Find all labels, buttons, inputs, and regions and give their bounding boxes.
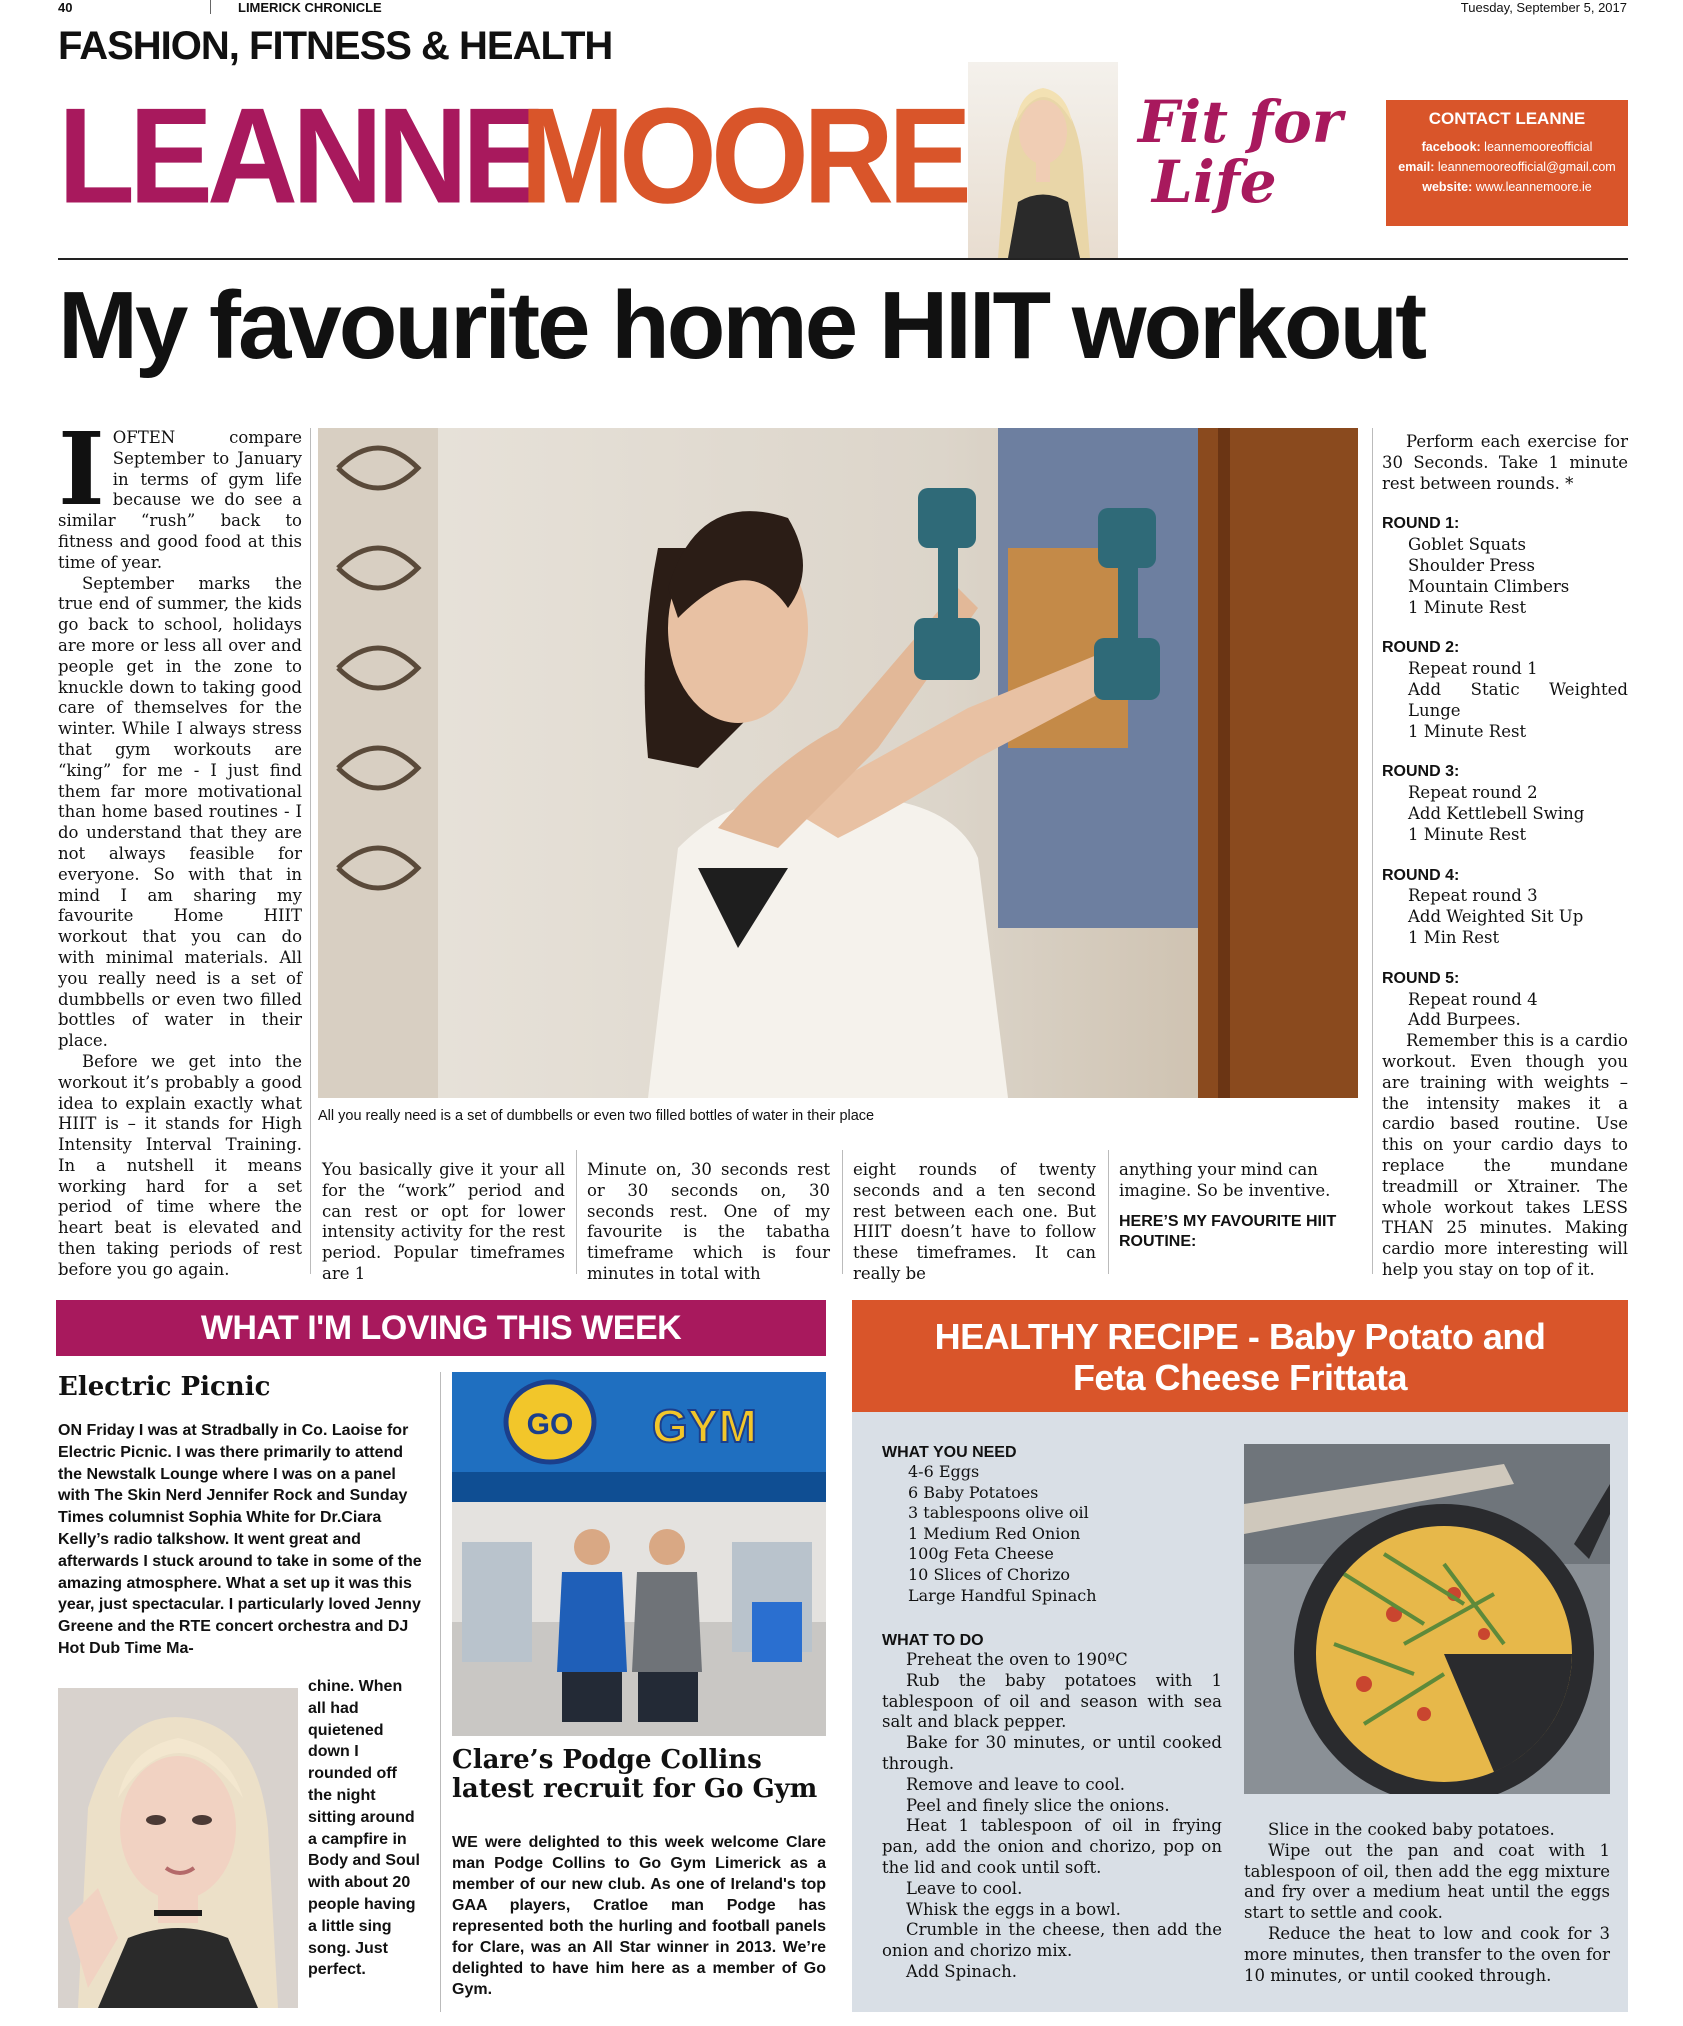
article-paragraph: September marks the true end of summer, the kids go back to school, holidays are more or less all over and people get in the zone to knuckle down to taking good care of themselves for the winter. While I always stress that gym workouts are “king” for me - I just find them far more motivational than home based routines - I do understand that they are not always feasible for everyone. So with that in mind I am sharing my favourite Home HIIT workout that you can do with minimal materials. All you really need is a set of dumbbells or even two filled bottles of water in their place. [58,573,302,1051]
recipe-title-line2: Feta Cheese Frittata [1072,1357,1408,1398]
method-heading: WHAT TO DO [882,1632,984,1649]
method-step: Wipe out the pan and coat with 1 tablespoon of oil, then add the egg mixture and fry over a medium heat until the eggs start to settle and cook. [1244,1840,1610,1923]
method-step: Heat 1 tablespoon of oil in frying pan, add the onion and chorizo, pop on the lid and cook until soft. [882,1816,1222,1877]
method-step: Bake for 30 minutes, or until cooked through. [882,1733,1222,1773]
round-item: 1 Minute Rest [1408,824,1527,844]
round-item: Repeat round 1 [1408,659,1538,679]
method-list [882,1632,1222,1983]
column-divider [842,1150,843,1274]
round-item: Mountain Climbers [1408,576,1570,596]
section-title: FASHION, FITNESS & HEALTH [58,24,613,68]
routine-heading: HERE’S MY FAVOURITE HIIT ROUTINE: [1119,1212,1337,1251]
column-logo-line1: Fit for [1138,88,1343,156]
contact-facebook: facebook: leannemooreofficial [1421,140,1593,154]
round-title: ROUND 2: [1382,639,1460,657]
drop-cap: I [58,410,105,528]
round-1 [1382,514,1628,618]
svg-text:GO: GO [526,1408,574,1441]
ingredients-heading: WHAT YOU NEED [882,1444,1017,1461]
contact-title: CONTACT LEANNE [1428,109,1586,128]
column-logo [1138,88,1343,216]
round-item: Add Burpees. [1408,1010,1521,1030]
article-paragraph: eight rounds of twenty seconds and a ten second rest between each one. But HIIT doesn’t have to follow these timeframes. It can really be [853,1160,1096,1283]
ingredient: 1 Medium Red Onion [908,1523,1081,1543]
method-step: Preheat the oven to 190ºC [906,1650,1128,1669]
article-paragraph: You basically give it your all for the “work” period and can rest or opt for lower intensity activity for the rest period. Popular timeframes are 1 [322,1160,565,1283]
column-divider [1372,428,1373,1274]
round-3 [1382,762,1628,845]
column-divider [440,1372,441,2012]
routine-intro: Perform each exercise for 30 Seconds. Take 1 minute rest between rounds. * [1382,432,1628,493]
website-link[interactable]: www.leannemoore.ie [1475,180,1592,194]
email-link[interactable]: leannemooreofficial@gmail.com [1437,160,1616,174]
workout-photo [318,428,1358,1098]
contact-email: email: leannemooreofficial@gmail.com [1398,160,1616,174]
round-5 [1382,969,1628,1031]
issue-date: Tuesday, September 5, 2017 [1460,0,1627,15]
ingredient: 3 tablespoons olive oil [908,1503,1089,1523]
method-step: Whisk the eggs in a bowl. [906,1899,1121,1919]
routine-outro: Remember this is a cardio workout. Even though you are training with weights – the intensity makes it a cardio based routine. Use this on your cardio days to replace the mundane treadmill or Xtrainer. The whole workout takes LESS THAN 25 minutes. Making cardio more interesting will help you stay on top of it. [1382,1031,1628,1279]
contact-website: website: www.leannemoore.ie [1422,180,1592,194]
round-item: Repeat round 4 [1408,989,1538,1009]
article-column-1 [58,410,302,1281]
go-gym-photo [452,1372,826,1736]
facebook-link[interactable]: leannemooreofficial [1484,140,1593,154]
ingredient: 4-6 Eggs [908,1462,980,1481]
loving-banner: WHAT I'M LOVING THIS WEEK [56,1300,826,1356]
article-column-4 [853,1160,1096,1285]
article-column-2 [322,1160,565,1285]
page-number: 40 [58,0,73,15]
round-2 [1382,638,1628,742]
round-item: Goblet Squats [1408,535,1527,555]
ingredient: 100g Feta Cheese [908,1544,1054,1564]
routine-column [1382,432,1628,1281]
round-title: ROUND 3: [1382,763,1460,781]
ingredient: Large Handful Spinach [908,1585,1097,1605]
ingredients-list [882,1444,1222,1606]
round-title: ROUND 1: [1382,515,1460,533]
round-item: Add Static Weighted Lunge [1408,679,1628,720]
header-rule [58,258,1628,260]
method-step: Reduce the heat to low and cook for 3 more minutes, then transfer to the oven for 10 minutes, or until cooked through. [1244,1923,1610,1985]
loving-text: ON Friday I was at Stradbally in Co. Laoise for Electric Picnic. I was there primarily to attend the Newstalk Lounge where I was on a panel with The Skin Nerd Jennifer Rock and Sunday Times columnist Sophia White for Dr.Ciara Kelly’s radio talkshow. It went great and afterwards I stuck around to take in some of the amazing atmosphere. What a set up it was this year, just spectacular. I particularly loved Jenny Greene and the RTE concert orchestra and DJ Hot Dub Time Ma- [58,1422,422,1657]
recipe-title-line1: HEALTHY RECIPE - Baby Potato and [934,1316,1546,1357]
method-step: Crumble in the cheese, then add the onion and chorizo mix. [882,1920,1222,1961]
method-list-continued [1244,1820,1610,1986]
round-item: Add Weighted Sit Up [1408,907,1584,927]
go-gym-headline: Clare’s Podge Collins latest recruit for Go Gym [452,1745,818,1804]
contact-box [1386,100,1628,226]
round-item: Repeat round 2 [1408,783,1538,803]
paper-name: LIMERICK CHRONICLE [238,0,382,15]
round-item: Shoulder Press [1408,555,1535,575]
columnist-first-name: LEANNE [58,79,541,232]
article-column-5 [1119,1160,1364,1253]
article-headline: My favourite home HIIT workout [58,272,1425,379]
method-step: Add Spinach. [906,1961,1018,1981]
method-step: Remove and leave to cool. [906,1774,1126,1794]
column-divider [1108,1150,1109,1274]
round-item: Repeat round 3 [1408,886,1538,906]
ingredient: 10 Slices of Chorizo [908,1564,1071,1584]
ingredient: 6 Baby Potatoes [908,1482,1039,1502]
round-item: 1 Minute Rest [1408,597,1527,617]
column-divider [576,1150,577,1274]
header-divider [210,0,211,14]
selfie-photo [58,1688,298,2008]
round-item: 1 Min Rest [1408,927,1500,947]
article-paragraph: anything your mind can imagine. So be inventive. [1119,1160,1331,1200]
columnist-portrait [968,62,1118,258]
round-title: ROUND 4: [1382,866,1460,884]
photo-caption: All you really need is a set of dumbbells or even two filled bottles of water in their place [318,1108,875,1124]
frittata-photo [1244,1444,1610,1794]
round-4 [1382,866,1628,949]
svg-text:GYM: GYM [652,1400,757,1452]
article-column-3 [587,1160,830,1285]
recipe-banner [852,1300,1628,1412]
article-paragraph: OFTEN compare September to January in terms of gym life because we do see a similar “rush” back to fitness and good food at this time of year. [58,428,302,572]
method-step: Peel and finely slice the onions. [906,1795,1170,1815]
column-divider [310,428,311,1274]
round-item: 1 Minute Rest [1408,721,1527,741]
round-title: ROUND 5: [1382,969,1460,987]
method-step: Leave to cool. [906,1878,1023,1898]
column-logo-line2: Life [1152,148,1277,216]
loving-text-continued: chine. When all had quietened down I rounded off the night sitting around a campfire in Body and Soul with about 20 people having a little sing song. Just perfect. [308,1678,420,1979]
loving-title: Electric Picnic [58,1372,271,1402]
round-item: Add Kettlebell Swing [1408,803,1585,823]
columnist-last-name: MOORE [520,79,967,232]
method-step: Slice in the cooked baby potatoes. [1268,1820,1555,1839]
article-paragraph: Minute on, 30 seconds rest or 30 seconds on, 30 seconds rest. One of my favourite is the tabatha timeframe which is four minutes in total with [587,1160,830,1283]
article-paragraph: Before we get into the workout it’s probably a good idea to explain exactly what HIIT is – it stands for High Intensity Interval Training. In a nutshell it means working hard for a set period of time where the heart beat is elevated and then taking periods of rest before you go again. [58,1051,302,1279]
method-step: Rub the baby potatoes with 1 tablespoon of oil and season with sea salt and black pepper. [882,1670,1222,1732]
go-gym-text: WE were delighted to this week welcome Clare man Podge Collins to Go Gym Limerick as a member of our new club. As one of Ireland's top GAA players, Cratloe man Podge has represented both the hurling and football panels for Clare, was an All Star winner in 2013. We’re delighted to have him here as a member of Go Gym. [452,1834,826,1998]
